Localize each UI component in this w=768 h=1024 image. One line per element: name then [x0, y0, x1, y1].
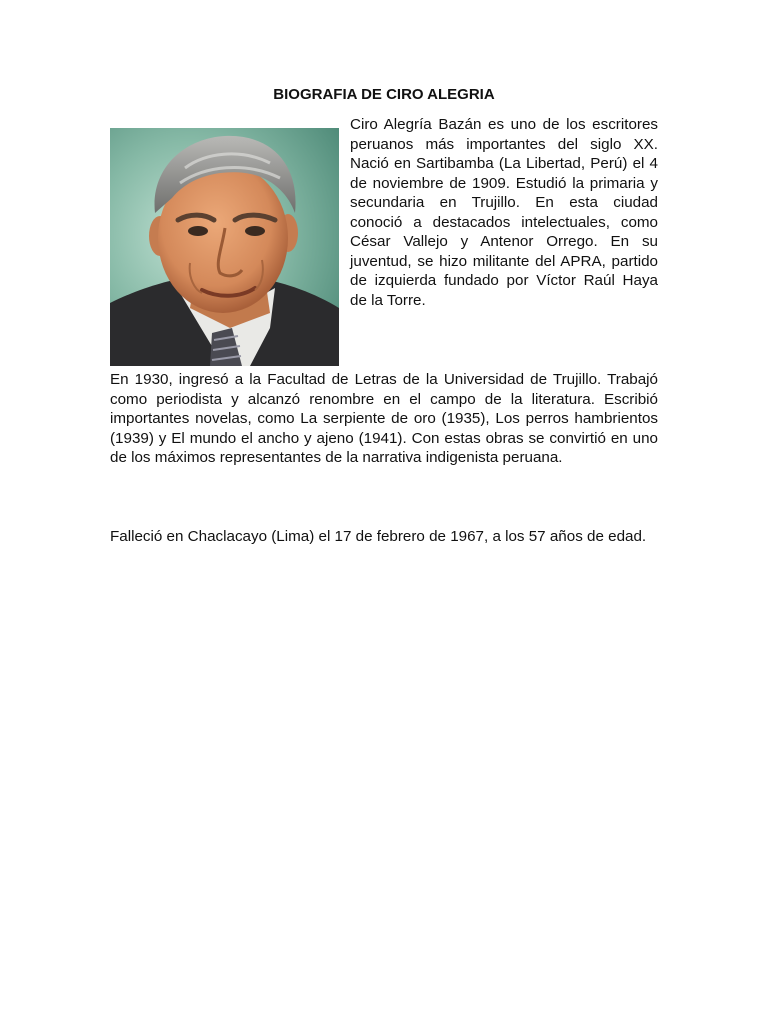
intro-paragraph: Ciro Alegría Bazán es uno de los escritores peruanos más importantes del siglo XX. Nació en Sartibamba (La Libertad, Perú) el 4 de noviembre de 1909. Estudió la primaria y secundaria en Trujillo. En esta ciudad conoció a destacados intelectuales, como César Vallejo y Antenor Orrego. En su juventud, se hizo militante del APRA, partido de izquierda fundado por Víctor Raúl Haya de la Torre. [350, 116, 658, 309]
career-paragraph: En 1930, ingresó a la Facultad de Letras de la Universidad de Trujillo. Trabajó como periodista y alcanzó renombre en el campo de la literatura. Escribió importantes novelas, como La serpiente de oro (1935), Los perros hambrientos (1939) y El mundo el ancho y ajeno (1941). Con estas obras se convirtió en uno de los máximos representantes de la narrativa indigenista peruana. [110, 371, 658, 466]
death-paragraph: Falleció en Chaclacayo (Lima) el 17 de febrero de 1967, a los 57 años de edad. [110, 528, 647, 545]
portrait-photo [110, 128, 339, 366]
document-title: BIOGRAFIA DE CIRO ALEGRIA [273, 86, 495, 103]
